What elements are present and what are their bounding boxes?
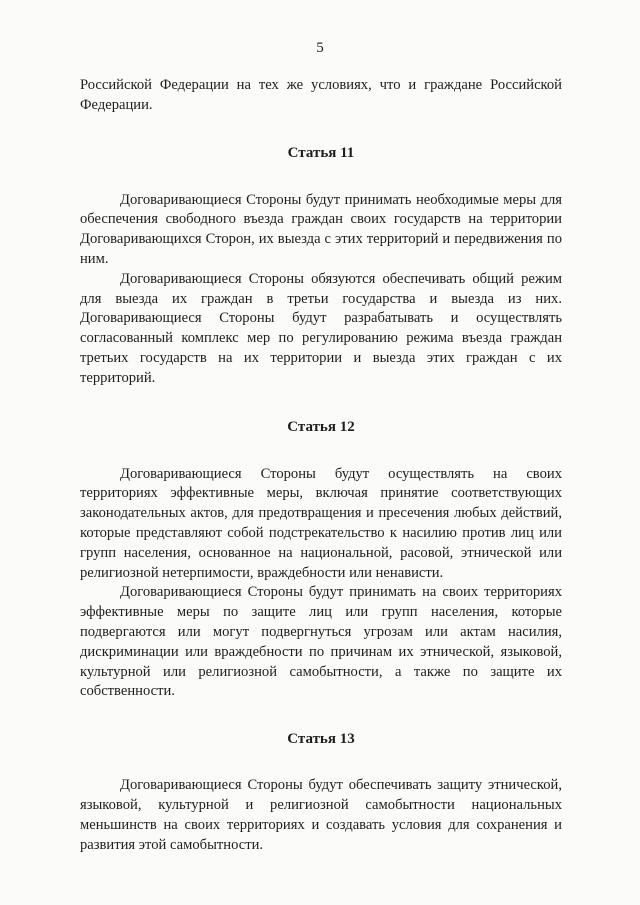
document-body	[80, 76, 562, 855]
article-13-heading: Статья 13	[287, 731, 355, 748]
article-12-paragraph-2: Договаривающиеся Стороны будут принимать на своих территориях эффективные меры по защите лиц или групп населения, которые подвергаются или могут подвергнуться угрозам или актам насилия, дискриминации или враждебности по причинам их этнической, языковой, культурной или религиозной самобытности, а также по защите их собственности.	[80, 584, 562, 700]
article-11-paragraph-2: Договаривающиеся Стороны обязуются обеспечивать общий режим для выезда их граждан в третьи государства и выезда из них. Договаривающиеся Стороны будут разрабатывать и осуществлять согласованный комплекс мер по регулированию режима въезда граждан третьих государств на их территории и выезда этих граждан с их территорий.	[80, 270, 562, 386]
continuation-paragraph: Российской Федерации на тех же условиях, что и граждане Российской Федерации.	[80, 77, 562, 113]
article-13-paragraph-1: Договаривающиеся Стороны будут обеспечивать защиту этнической, языковой, культурной и религиозной самобытности национальных меньшинств на своих территориях и создавать условия для сохранения и развития этой самобытности.	[80, 777, 562, 853]
article-12-paragraph-1: Договаривающиеся Стороны будут осуществлять на своих территориях эффективные меры, включая принятие соответствующих законодательных актов, для предотвращения и пресечения любых действий, которые представляют собой подстрекательство к насилию против лиц или групп населения, основанное на национальной, расовой, этнической или религиозной нетерпимости, враждебности или ненависти.	[80, 465, 562, 581]
article-11-paragraph-1: Договаривающиеся Стороны будут принимать необходимые меры для обеспечения свободного въезда граждан своих государств на территории Договаривающихся Сторон, их выезда с этих территорий и передвижения по ним.	[80, 191, 562, 267]
page-number: 5	[316, 40, 324, 56]
article-11-heading: Статья 11	[287, 144, 355, 161]
article-12-heading: Статья 12	[287, 418, 355, 435]
